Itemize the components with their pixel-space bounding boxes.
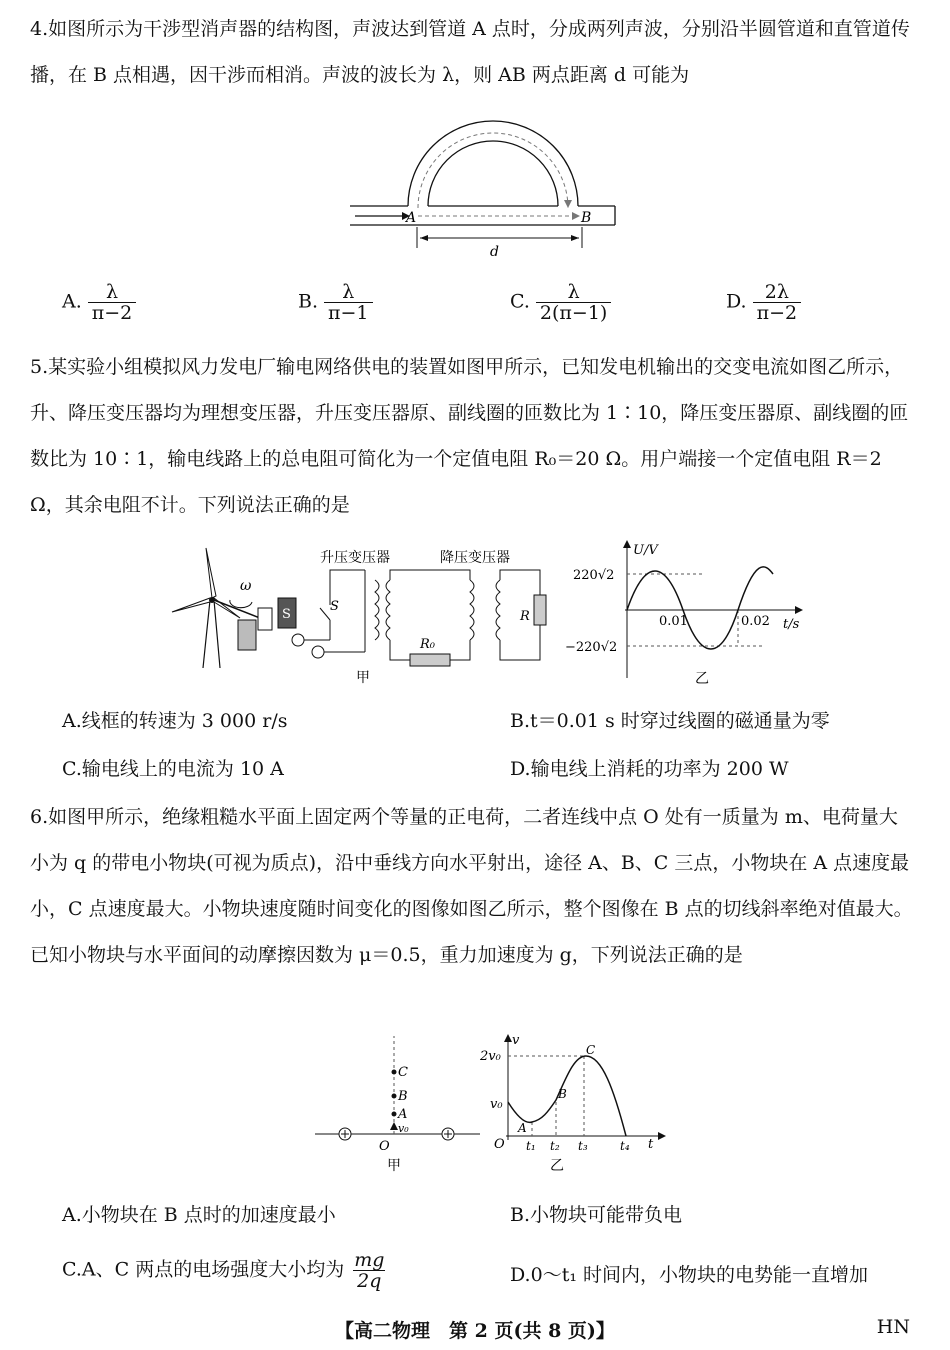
q5-option-c[interactable]: C.输电线上的电流为 10 A <box>62 758 284 780</box>
q6-curve-a: A <box>518 1121 527 1135</box>
q5-option-b[interactable]: B.t＝0.01 s 时穿过线圈的磁通量为零 <box>510 710 830 732</box>
q5-option-a[interactable]: A.线框的转速为 3 000 r/s <box>62 710 288 732</box>
q6-point-a: A <box>398 1107 408 1122</box>
q6-v0: v₀ <box>398 1122 409 1135</box>
q5-option-d[interactable]: D.输电线上消耗的功率为 200 W <box>510 758 789 780</box>
q5-switch: S <box>330 599 339 614</box>
q6-xlabel-t: t <box>648 1137 654 1152</box>
q5-figure-jia <box>170 540 560 690</box>
q6-stem: 6.如图甲所示，绝缘粗糙水平面上固定两个等量的正电荷，二者连线中点 O 处有一质量为 m、电荷量大小为 q 的带电小物块(可视为质点)，沿中垂线方向水平射出，途径 A、B、C 三点，小物块在 A 点速度最小，C 点速度最大。小物块速度随时间变化的图像如图乙所示，整个图像在 B 点的切线斜率绝对值最大。已知小物块与水平面间的动摩擦因数为 μ＝0.5，重力加速度为 g，下列说法正确的是 <box>30 806 913 966</box>
footer-page-info: 【高二物理 第 2 页(共 8 页)】 <box>335 1320 615 1342</box>
q5-caption-yi: 乙 <box>695 671 709 687</box>
q6-origin: O <box>494 1137 505 1152</box>
q5-step-down-label: 降压变压器 <box>440 550 510 566</box>
footer-code: HN <box>876 1316 910 1338</box>
q6-figure-yi <box>478 1030 668 1180</box>
q5-ylabel: U/V <box>633 543 658 558</box>
q6-origin-o: O <box>379 1139 390 1154</box>
q6-tick-t1: t₁ <box>526 1139 536 1153</box>
q6-caption-yi: 乙 <box>550 1158 564 1174</box>
q6-option-a[interactable]: A.小物块在 B 点时的加速度最小 <box>62 1204 336 1226</box>
q6-curve-c: C <box>586 1043 596 1057</box>
q6-figure-jia <box>315 1030 485 1180</box>
q4-label-a: A <box>406 210 417 226</box>
q5-figure-yi <box>565 538 805 688</box>
q5-xlabel: t/s <box>783 617 800 632</box>
q4-option-c[interactable]: C. $\frac{\lambda}{2(\pi-1)}$ <box>510 282 611 323</box>
q4-label-d: d <box>490 244 499 260</box>
q6-point-b: B <box>398 1089 408 1104</box>
q6-curve-b: B <box>558 1087 567 1101</box>
q5-stem: 5.某实验小组模拟风力发电厂输电网络供电的装置如图甲所示，已知发电机输出的交变电流如图乙所示，升、降压变压器均为理想变压器，升压变压器原、副线圈的匝数比为 1∶10，降压变压器原、副线圈的匝数比为 10∶1，输电线路上的总电阻可简化为一个定值电阻 R₀＝20 Ω。用户端接一个定值电阻 R＝2 Ω，其余电阻不计。下列说法正确的是 <box>30 356 909 516</box>
q4-muffler-figure <box>350 108 620 268</box>
q5-r0: R₀ <box>420 637 435 652</box>
q5-ymin: −220√2 <box>565 640 618 655</box>
q4-stem: 4.如图所示为干涉型消声器的结构图，声波达到管道 A 点时，分成两列声波，分别沿半圆管道和直管道传播，在 B 点相遇，因干涉而相消。声波的波长为 λ，则 AB 两点距离 d 可能为 <box>30 18 910 86</box>
q6-point-c: C <box>398 1065 408 1080</box>
q6-tick-t2: t₂ <box>550 1139 560 1153</box>
q4-option-b[interactable]: B. $\frac{\lambda}{\pi-1}$ <box>298 282 373 323</box>
q6-caption-jia: 甲 <box>387 1158 401 1174</box>
q5-omega: ω <box>240 578 252 594</box>
q6-tick-t3: t₃ <box>578 1139 588 1153</box>
q6-ylabel-v: v <box>512 1033 520 1048</box>
q5-tick-t1: 0.01 <box>659 614 688 629</box>
q6-option-c[interactable]: C.A、C 两点的电场强度大小均为 $\frac{mg}{2q}$ <box>62 1249 385 1292</box>
q6-option-b[interactable]: B.小物块可能带负电 <box>510 1204 683 1226</box>
q5-ymax: 220√2 <box>573 568 615 583</box>
q5-magnet-s: S <box>282 607 291 622</box>
q5-step-up-label: 升压变压器 <box>320 550 390 566</box>
q5-caption-jia: 甲 <box>356 670 370 686</box>
q6-tick-t4: t₄ <box>620 1139 630 1153</box>
q4-label-b: B <box>581 210 592 226</box>
q5-r: R <box>520 609 530 624</box>
q6-2v0: 2v₀ <box>480 1049 501 1064</box>
q4-option-d[interactable]: D. $\frac{2\lambda}{\pi-2}$ <box>726 282 801 323</box>
q6-v0-label: v₀ <box>490 1097 503 1112</box>
q4-option-a[interactable]: A. $\frac{\lambda}{\pi-2}$ <box>62 282 136 323</box>
q5-tick-t2: 0.02 <box>741 614 770 629</box>
q6-option-d[interactable]: D.0～t₁ 时间内，小物块的电势能一直增加 <box>510 1264 868 1286</box>
